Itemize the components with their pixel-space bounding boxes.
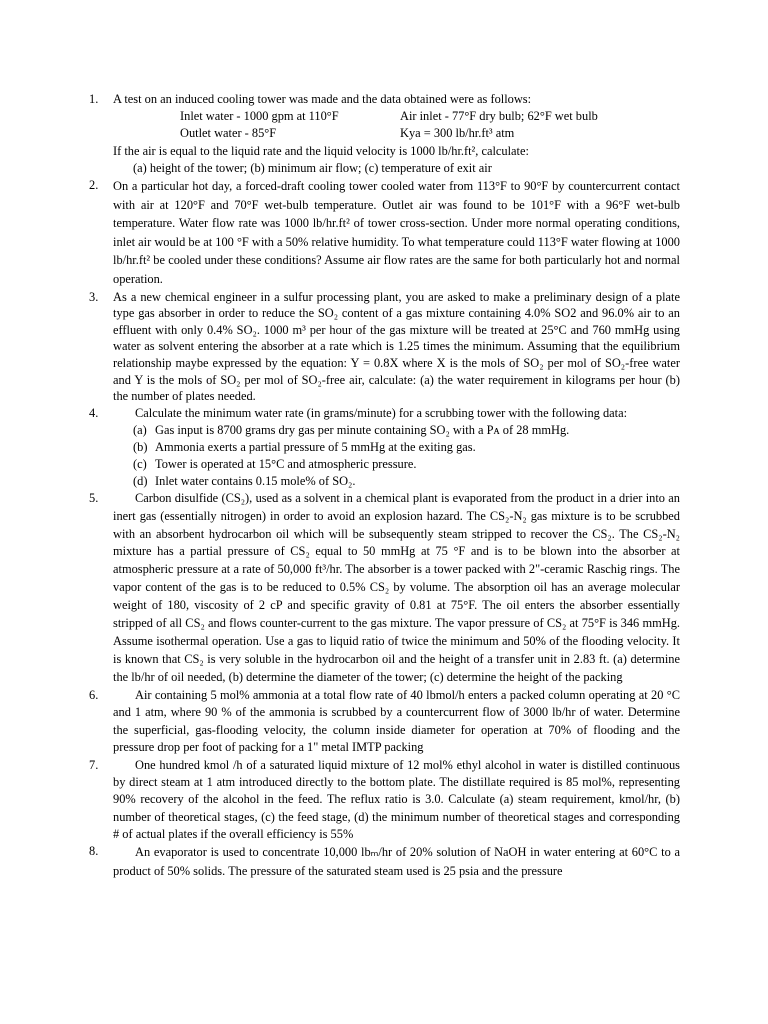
problem-number: 2. xyxy=(89,178,99,193)
problem-3-text: As a new chemical engineer in a sulfur processing plant, you are asked to make a preliminary design of a plate type gas absorber in order to reduce the SO₂ content of a gas mixture containing 4.0% SO2 and 96.0% air to an effluent with only 0.4% SO₂. 1000 m³ per hour of the gas mixture will be treated at 25°C and 760 mmHg using water as solvent entering the absorber at a rate which is 1.25 times the minimum. Assuming that the equilibrium relationship maybe expressed by the equation: Y = 0.8X where X is the mols of SO₂ per mol of SO₂-free water and Y is the mols of SO₂ per mol of SO₂-free air, calculate: (a) the water requirement in kilograms per hour (b) the number of plates needed. xyxy=(113,289,680,404)
problem-8-text: An evaporator is used to concentrate 10,000 lbₘ/hr of 20% solution of NaOH in water entering at 60°C to a product of 50% solids. The pressure of the saturated steam used is 25 psia and the pressure xyxy=(113,845,680,878)
problem-1-intro: A test on an induced cooling tower was made and the data obtained were as follows: xyxy=(113,92,532,106)
problem-1-parts: (a) height of the tower; (b) minimum air flow; (c) temperature of exit air xyxy=(133,160,492,175)
problem-number: 1. xyxy=(89,92,99,106)
data-right: Air inlet - 77°F dry bulb; 62°F wet bulb xyxy=(400,109,598,124)
problem-number: 8. xyxy=(89,844,99,859)
problem-number: 4. xyxy=(89,405,99,420)
condition-item: (b) Ammonia exerts a partial pressure of 5 mmHg at the exiting gas. xyxy=(133,439,476,454)
problem-7 xyxy=(89,757,680,843)
problem-7-text: One hundred kmol /h of a saturated liquid mixture of 12 mol% ethyl alcohol in water is distilled continuous by direct steam at 1 atm introduced directly to the bottom plate. The distillate required is 85 mol%, representing 90% recovery of the alcohol in the feed. The reflux ratio is 3.0. Calculate (a) steam requirement, kmol/hr, (b) number of theoretical stages, (c) the feed stage, (d) the minimum number of theoretical stages and corresponding # of actual plates if the overall efficiency is 55% xyxy=(113,758,680,841)
problem-number: 3. xyxy=(89,289,99,304)
problem-4-conditions xyxy=(113,422,680,490)
problem-4-intro: Calculate the minimum water rate (in grams/minute) for a scrubbing tower with the following data: xyxy=(135,405,628,420)
problem-5 xyxy=(89,490,680,687)
data-right: Kya = 300 lb/hr.ft³ atm xyxy=(400,126,515,141)
problem-3 xyxy=(89,289,680,405)
problem-6 xyxy=(89,687,680,757)
problem-number: 7. xyxy=(89,758,99,773)
problem-number: 6. xyxy=(89,687,99,702)
data-left: Outlet water - 85°F xyxy=(180,126,277,141)
problem-2-text: On a particular hot day, a forced-draft cooling tower cooled water from 113°F to 90°F by countercurrent contact with air at 120°F and 70°F wet-bulb temperature. Outlet air was found to be 101°F with a 96°F wet-bulb temperature. Water flow rate was 1000 lb/hr.ft² of tower cross-section. Under more normal operating conditions, inlet air would be at 100 °F with a 50% relative humidity. To what temperature could 113°F water flowing at 1000 lb/hr.ft² be cooled under these conditions? Assume air flow rates are the same for both particularly hot and normal operation. xyxy=(113,179,680,286)
problem-5-text: Carbon disulfide (CS₂), used as a solvent in a chemical plant is evaporated from the product in a drier into an inert gas (essentially nitrogen) in order to avoid an explosion hazard. The CS₂-N₂ gas mixture is to be scrubbed with an absorbent hydrocarbon oil which will be subsequently steam stripped to recover the CS₂. The CS₂-N₂ mixture has a partial pressure of CS₂ equal to 50 mmHg at 75 °F and is to be blown into the absorber at atmospheric pressure at a rate of 50,000 ft³/hr. The absorber is a tower packed with 2"-ceramic Raschig rings. The vapor content of the gas is to be reduced to 0.5% CS₂ by volume. The absorption oil has an average molecular weight of 180, viscosity of 2 cP and specific gravity of 0.81 at 75°F. The oil enters the absorber essentially stripped of all CS₂ and flows counter-current to the gas mixture. The vapor pressure of CS₂ at 75°F is 346 mmHg. Assume isothermal operation. Use a gas to liquid ratio of twice the minimum and 50% of the flooding velocity. It is known that CS₂ is very soluble in the hydrocarbon oil and the height of a transfer unit in 2.83 ft. (a) determine the lb/hr of oil needed, (b) determine the diameter of the tower; (c) determine the height of the packing xyxy=(113,490,680,684)
problem-number: 5. xyxy=(89,490,99,505)
condition-item: (d) Inlet water contains 0.15 mole% of SO₂. xyxy=(133,473,356,488)
problem-8 xyxy=(89,843,680,880)
data-row xyxy=(113,125,680,142)
problem-set xyxy=(89,91,680,880)
data-left: Inlet water - 1000 gpm at 110°F xyxy=(180,109,339,124)
problem-1-question: If the air is equal to the liquid rate and the liquid velocity is 1000 lb/hr.ft², calculate: xyxy=(113,143,529,158)
problem-2 xyxy=(89,177,680,289)
condition-item: (c) Tower is operated at 15°C and atmospheric pressure. xyxy=(133,456,417,471)
problem-1 xyxy=(89,91,680,177)
data-row xyxy=(113,108,680,125)
condition-item: (a) Gas input is 8700 grams dry gas per minute containing SO₂ with a Pᴀ of 28 mmHg. xyxy=(133,422,570,437)
problem-4 xyxy=(89,405,680,490)
problem-6-text: Air containing 5 mol% ammonia at a total flow rate of 40 lbmol/h enters a packed column operating at 20 °C and 1 atm, where 90 % of the ammonia is scrubbed by a countercurrent flow of 3000 lb/hr of water. Determine the superficial, gas-flooding velocity, the column inside diameter for operation at 70% of flooding and the pressure drop per foot of packing for a 1" metal IMTP packing xyxy=(113,687,680,755)
